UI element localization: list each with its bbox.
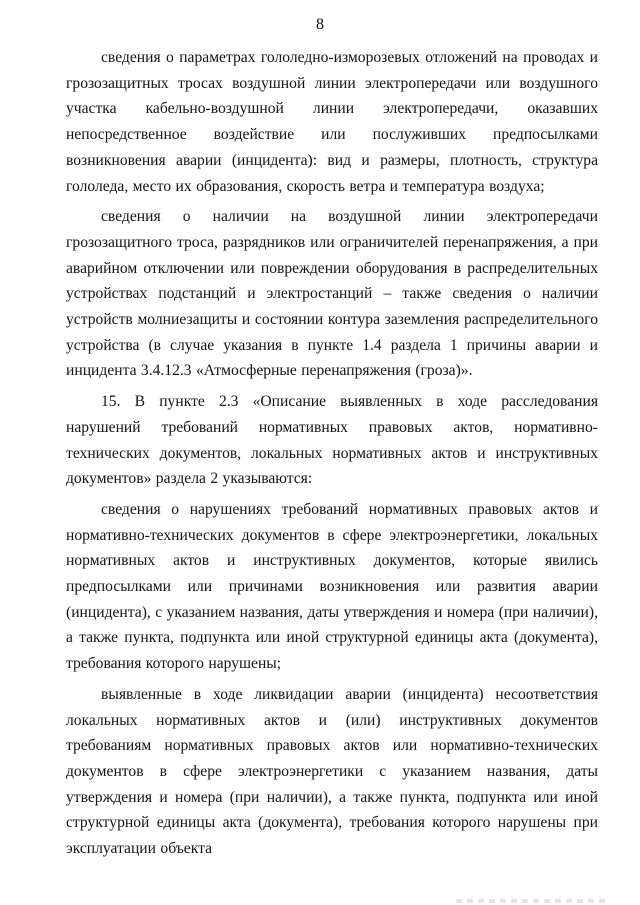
paragraph-lightning-protection: сведения о наличии на воздушной линии электропередачи грозозащитного троса, разрядников или ограничителей перенапряжения, а при аварийном отключении или повреждении оборудования в распределительных устройствах подстанций и электростанций – также сведения о наличии устройств молниезащиты и состоянии контура заземления распределительного устройства (в случае указания в пункте 1.4 раздела 1 причины аварии и инцидента 3.4.12.3 «Атмосферные перенапряжения (гроза)». [66,208,598,380]
paragraph-nonconformities: выявленные в ходе ликвидации аварии (инцидента) несоответствия локальных нормативных актов и (или) инструктивных документов требованиям нормативных правовых актов или нормативно-технических документов в сфере электроэнергетики с указанием названия, даты утверждения и номера (при наличии), а также пункта, подпункта или иной структурной единицы акта (документа), требования которого нарушены при эксплуатации объекта [66,685,598,858]
document-body [66,45,598,862]
scan-artifact [456,899,606,903]
paragraph-violations: сведения о нарушениях требований нормативных правовых актов и нормативно-технических документов в сфере электроэнергетики, локальных нормативных актов и инструктивных документов, которые явились предпосылками или причинами возникновения или развития аварии (инцидента), с указанием названия, даты утверждения и номера (при наличии), а также пункта, подпункта или иной структурной единицы акта (документа), требования которого нарушены; [66,500,598,673]
paragraph-item-15: 15. В пункте 2.3 «Описание выявленных в ходе расследования нарушений требований нормативных правовых актов, нормативно-технических документов, локальных нормативных актов и инструктивных документов» раздела 2 указываются: [66,393,598,488]
paragraph-icing-deposits: сведения о параметрах гололедно-изморозевых отложений на проводах и грозозащитных тросах воздушной линии электропередачи или воздушного участка кабельно-воздушной линии электропередачи, оказавших непосредственное воздействие или послуживших предпосылками возникновения аварии (инцидента): вид и размеры, плотность, структура гололеда, место их образования, скорость ветра и температура воздуха; [66,49,598,195]
page-number: 8 [316,16,324,33]
